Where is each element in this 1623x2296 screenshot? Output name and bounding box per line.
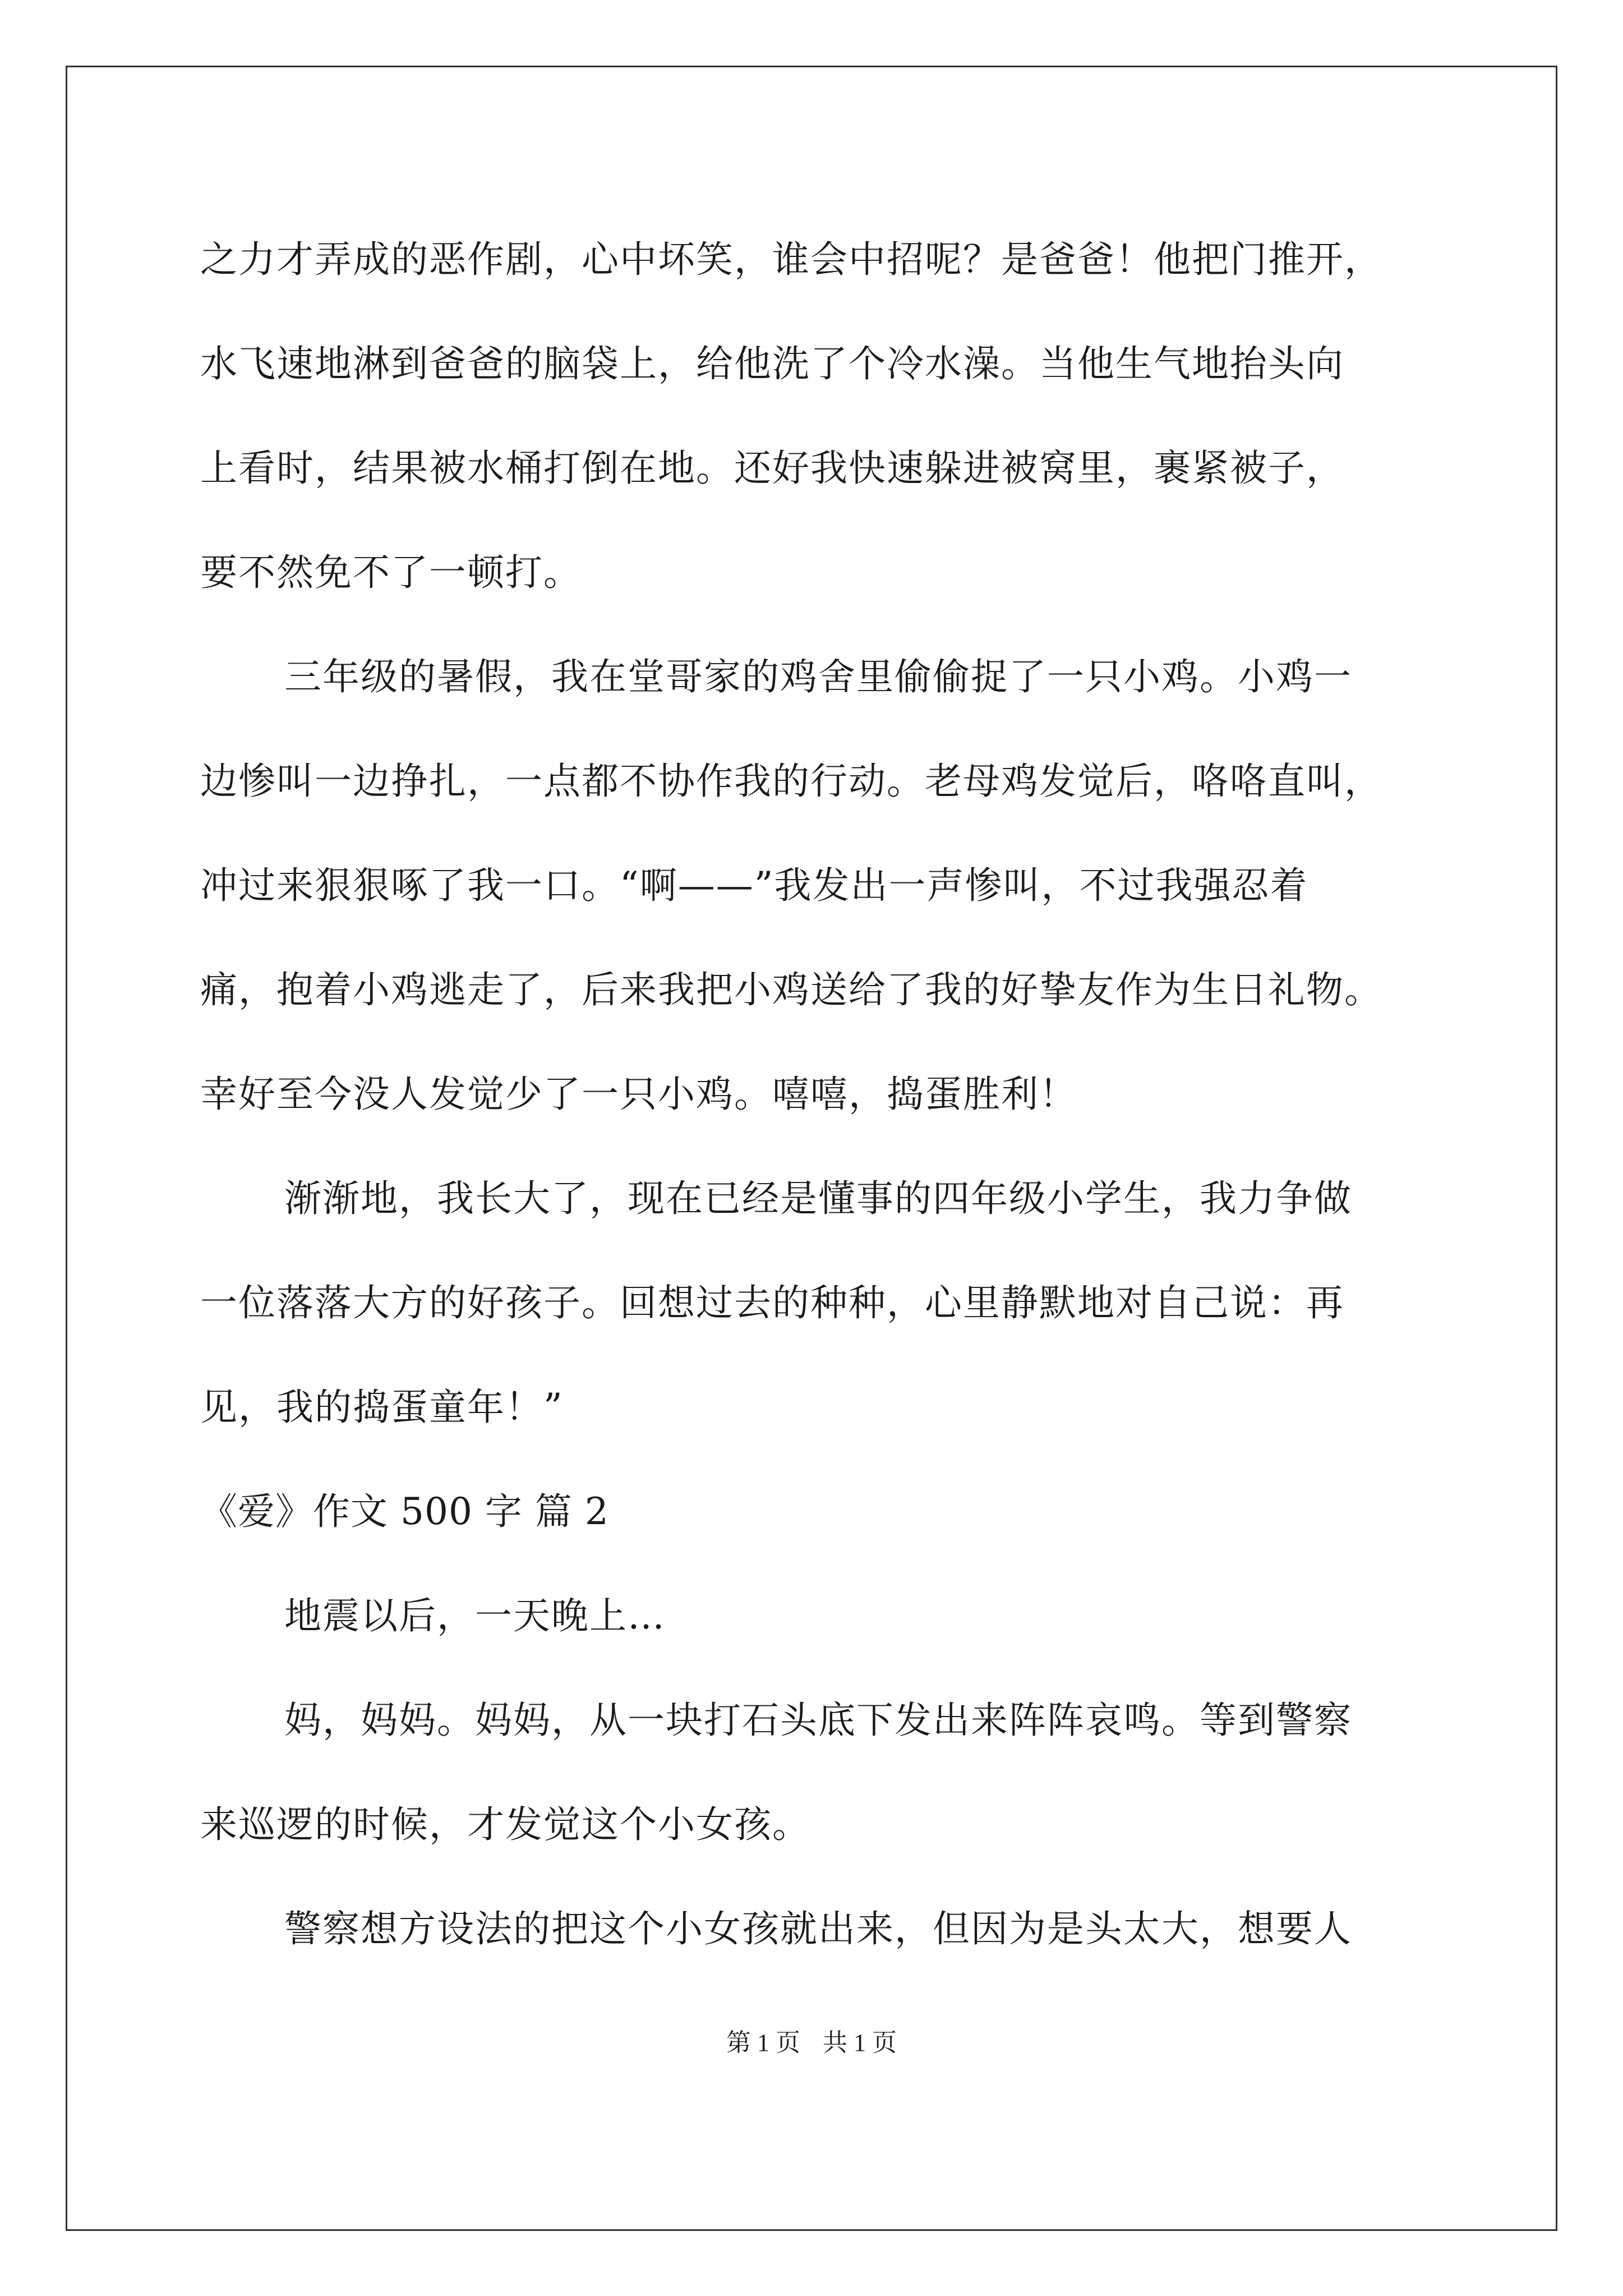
text-line: 冲过来狠狠啄了我一口。“啊——”我发出一声惨叫，不过我强忍着 [200, 864, 1308, 907]
paragraph-first-line: 三年级的暑假，我在堂哥家的鸡舍里偷偷捉了一只小鸡。小鸡一 [284, 655, 1352, 698]
text-line: 之力才弄成的恶作剧，心中坏笑，谁会中招呢？是爸爸！他把门推开， [200, 238, 1382, 281]
paragraph-first-line: 警察想方设法的把这个小女孩就出来，但因为是头太大，想要人 [284, 1907, 1352, 1950]
paragraph-first-line: 渐渐地，我长大了，现在已经是懂事的四年级小学生，我力争做 [284, 1177, 1352, 1220]
text-line: 痛，抱着小鸡逃走了，后来我把小鸡送给了我的好挚友作为生日礼物。 [200, 968, 1382, 1011]
text-line: 幸好至今没人发觉少了一只小鸡。嘻嘻，捣蛋胜利！ [200, 1073, 1077, 1116]
text-line: 一位落落大方的好孩子。回想过去的种种，心里静默地对自己说：再 [200, 1281, 1344, 1324]
text-line: 见，我的捣蛋童年！” [200, 1386, 564, 1429]
text-line: 边惨叫一边挣扎，一点都不协作我的行动。老母鸡发觉后，咯咯直叫， [200, 760, 1382, 803]
text-line: 上看时，结果被水桶打倒在地。还好我快速躲进被窝里，裹紧被子， [200, 447, 1344, 490]
text-line: 水飞速地淋到爸爸的脑袋上，给他洗了个冷水澡。当他生气地抬头向 [200, 342, 1344, 385]
page-number: 第 1 页 [726, 2029, 800, 2056]
page-footer [0, 2026, 1623, 2060]
text-line: 来巡逻的时候，才发觉这个小女孩。 [200, 1803, 810, 1846]
paragraph-first-line: 地震以后，一天晚上… [284, 1594, 666, 1637]
page-total: 共 1 页 [823, 2029, 897, 2056]
paragraph-first-line: 妈，妈妈。妈妈，从一块打石头底下发出来阵阵哀鸣。等到警察 [284, 1699, 1352, 1742]
document-body [200, 208, 1434, 1981]
section-heading: 《爱》作文 500 字 篇 2 [200, 1490, 609, 1533]
text-line: 要不然免不了一顿打。 [200, 551, 582, 594]
